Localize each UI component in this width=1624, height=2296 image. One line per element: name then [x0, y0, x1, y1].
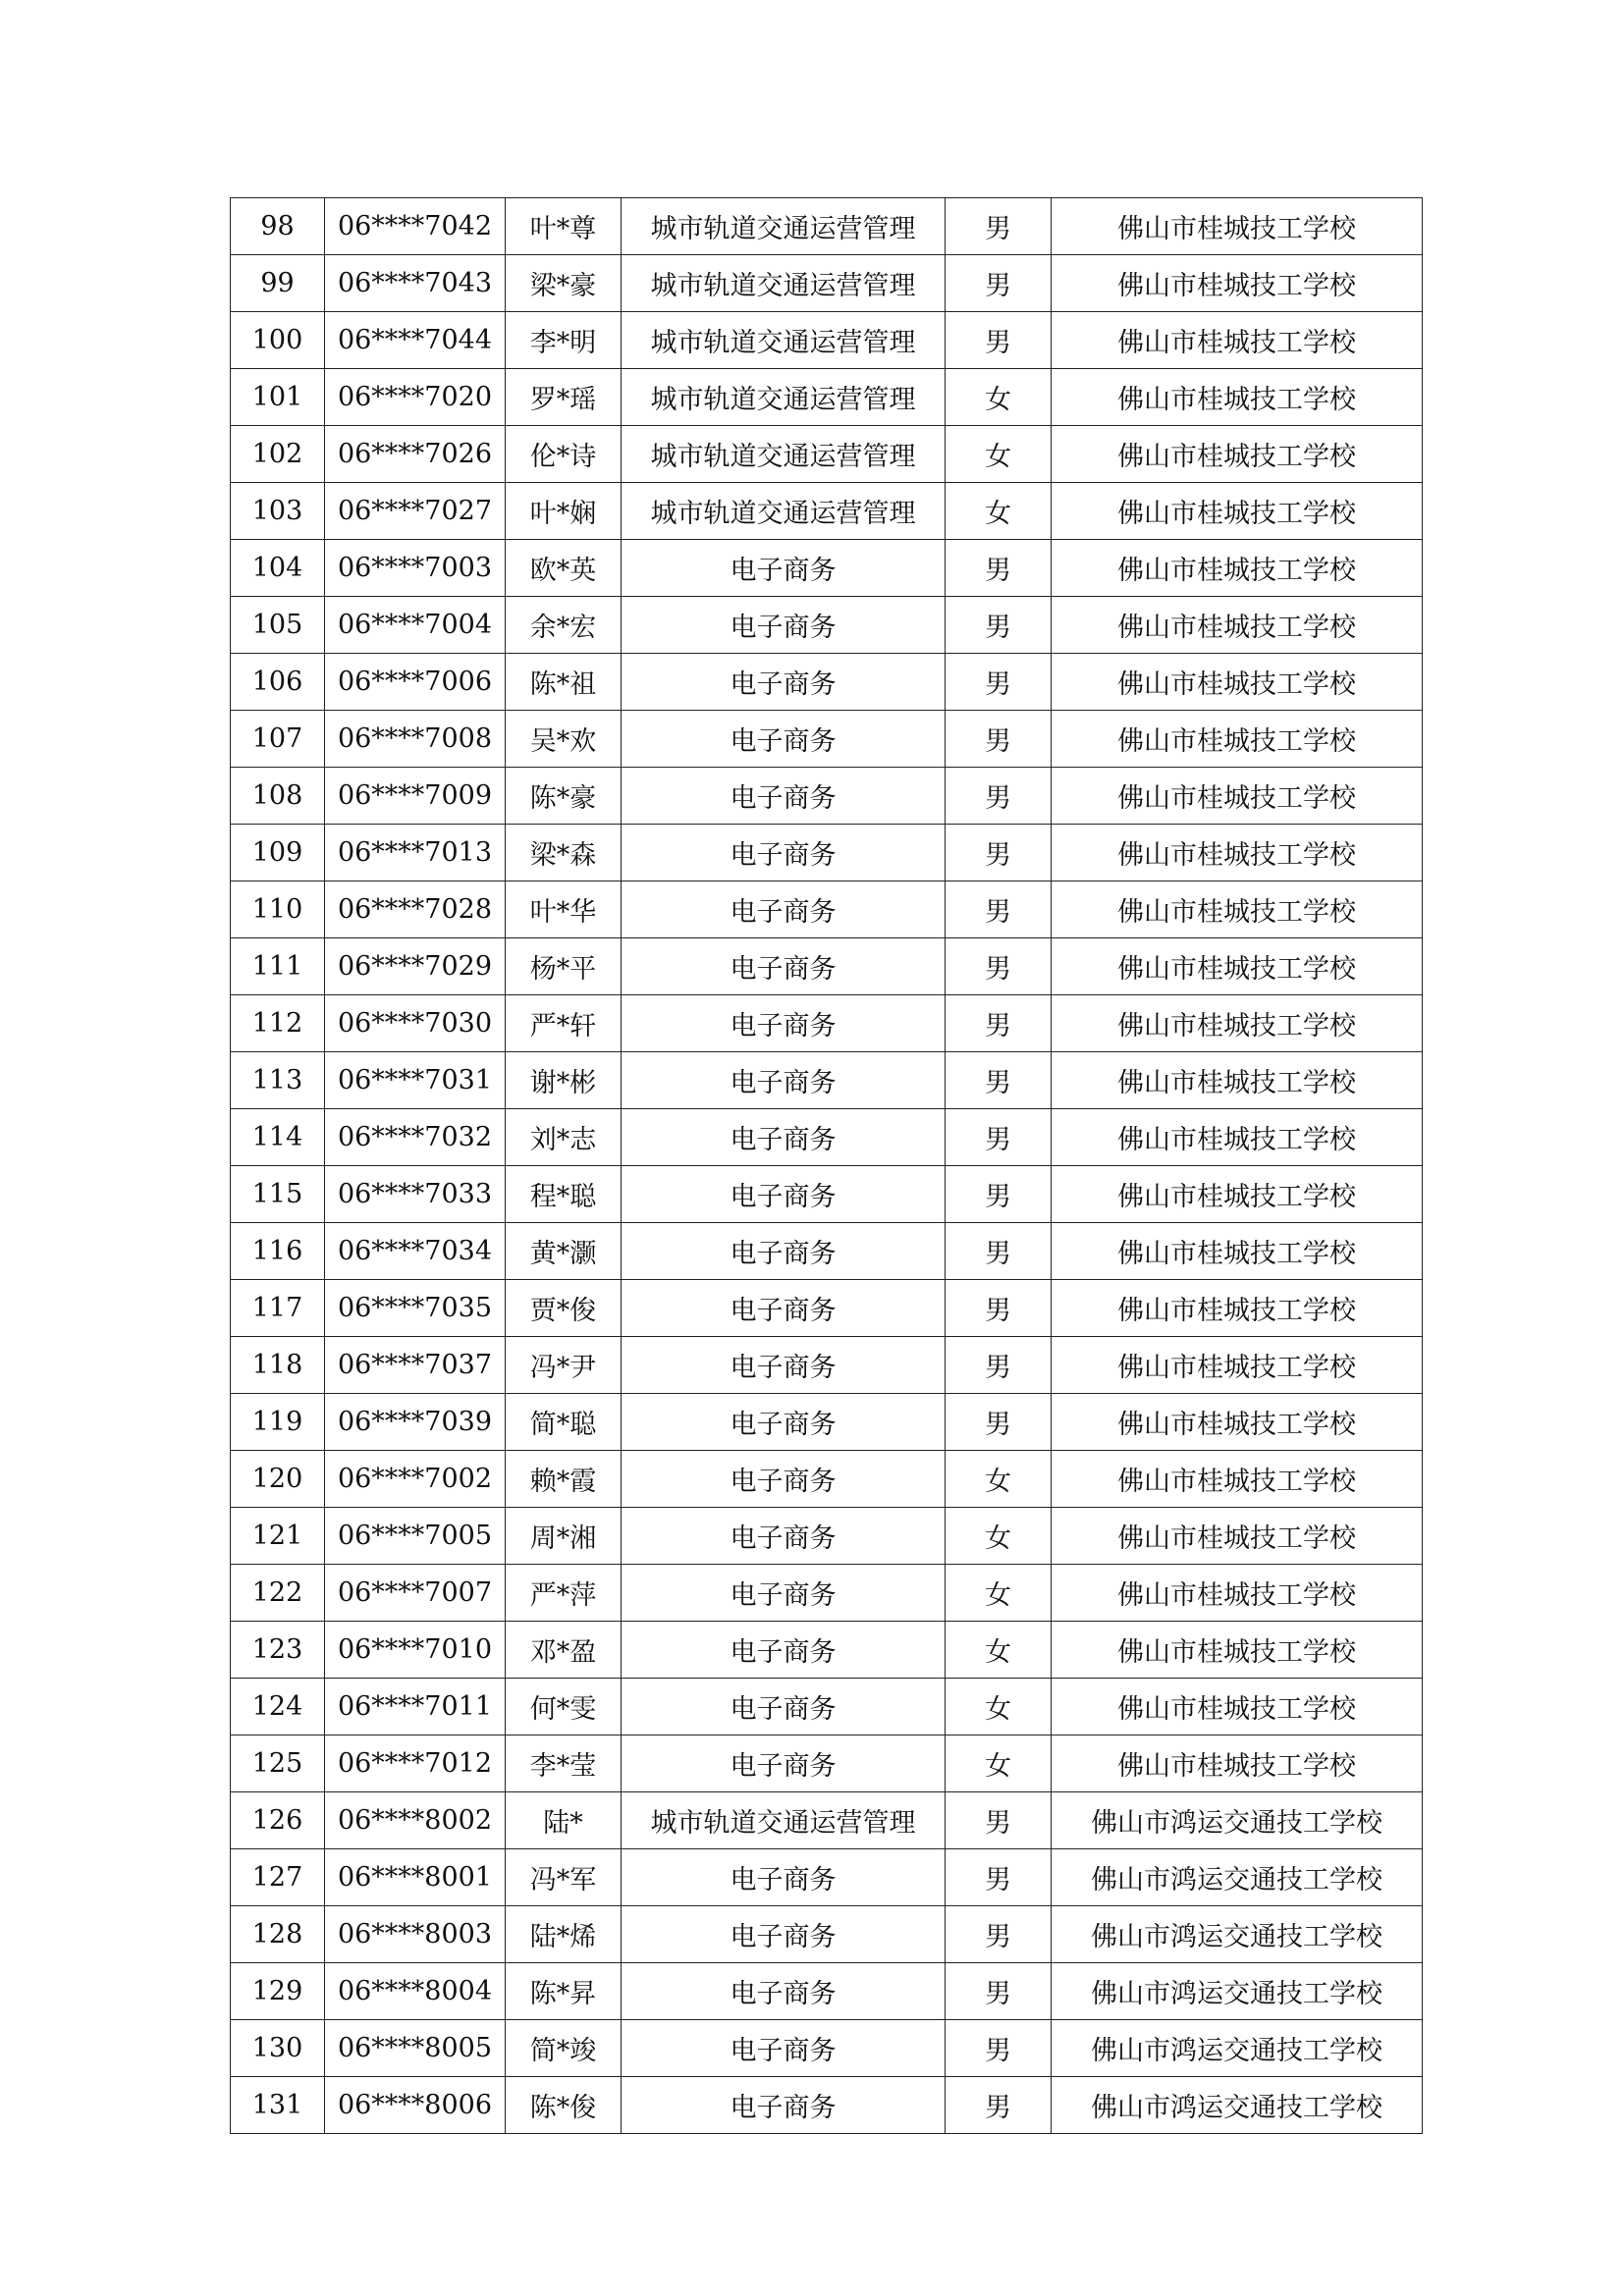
- major-cell: 电子商务: [622, 1963, 946, 2020]
- gender-cell: 男: [946, 1223, 1052, 1280]
- exam-id-cell: 06****7009: [325, 768, 506, 825]
- exam-id-cell: 06****7010: [325, 1622, 506, 1679]
- exam-id-cell: 06****7042: [325, 198, 506, 255]
- gender-cell: 女: [946, 1565, 1052, 1622]
- school-name-cell: 佛山市桂城技工学校: [1052, 483, 1423, 540]
- school-name-cell: 佛山市桂城技工学校: [1052, 995, 1423, 1052]
- row-number-cell: 111: [231, 938, 325, 995]
- exam-id-cell: 06****7043: [325, 255, 506, 312]
- major-cell: 电子商务: [622, 1451, 946, 1508]
- row-number-cell: 114: [231, 1109, 325, 1166]
- school-name-cell: 佛山市桂城技工学校: [1052, 540, 1423, 597]
- gender-cell: 男: [946, 938, 1052, 995]
- school-name-cell: 佛山市桂城技工学校: [1052, 1337, 1423, 1394]
- exam-id-cell: 06****7003: [325, 540, 506, 597]
- gender-cell: 女: [946, 369, 1052, 426]
- table-row: [231, 198, 1423, 255]
- exam-id-cell: 06****7011: [325, 1679, 506, 1735]
- exam-id-cell: 06****8003: [325, 1906, 506, 1963]
- major-cell: 电子商务: [622, 597, 946, 654]
- gender-cell: 女: [946, 426, 1052, 483]
- gender-cell: 女: [946, 1451, 1052, 1508]
- row-number-cell: 102: [231, 426, 325, 483]
- student-name-cell: 冯*军: [506, 1849, 622, 1906]
- row-number-cell: 105: [231, 597, 325, 654]
- exam-id-cell: 06****7039: [325, 1394, 506, 1451]
- exam-id-cell: 06****7008: [325, 711, 506, 768]
- table-row: [231, 483, 1423, 540]
- row-number-cell: 121: [231, 1508, 325, 1565]
- major-cell: 电子商务: [622, 1735, 946, 1792]
- row-number-cell: 106: [231, 654, 325, 711]
- student-name-cell: 陈*昇: [506, 1963, 622, 2020]
- row-number-cell: 107: [231, 711, 325, 768]
- gender-cell: 女: [946, 1508, 1052, 1565]
- gender-cell: 女: [946, 483, 1052, 540]
- exam-id-cell: 06****8004: [325, 1963, 506, 2020]
- student-name-cell: 陈*豪: [506, 768, 622, 825]
- school-name-cell: 佛山市桂城技工学校: [1052, 654, 1423, 711]
- school-name-cell: 佛山市鸿运交通技工学校: [1052, 2020, 1423, 2077]
- row-number-cell: 119: [231, 1394, 325, 1451]
- school-name-cell: 佛山市鸿运交通技工学校: [1052, 2077, 1423, 2134]
- major-cell: 电子商务: [622, 654, 946, 711]
- major-cell: 电子商务: [622, 1052, 946, 1109]
- gender-cell: 男: [946, 540, 1052, 597]
- exam-id-cell: 06****7013: [325, 825, 506, 881]
- student-name-cell: 叶*华: [506, 881, 622, 938]
- gender-cell: 男: [946, 1337, 1052, 1394]
- gender-cell: 女: [946, 1622, 1052, 1679]
- student-name-cell: 何*雯: [506, 1679, 622, 1735]
- major-cell: 电子商务: [622, 711, 946, 768]
- exam-id-cell: 06****7031: [325, 1052, 506, 1109]
- exam-id-cell: 06****7002: [325, 1451, 506, 1508]
- row-number-cell: 100: [231, 312, 325, 369]
- exam-id-cell: 06****8006: [325, 2077, 506, 2134]
- gender-cell: 男: [946, 1792, 1052, 1849]
- exam-id-cell: 06****7027: [325, 483, 506, 540]
- gender-cell: 女: [946, 1735, 1052, 1792]
- row-number-cell: 99: [231, 255, 325, 312]
- row-number-cell: 126: [231, 1792, 325, 1849]
- gender-cell: 男: [946, 597, 1052, 654]
- school-name-cell: 佛山市桂城技工学校: [1052, 825, 1423, 881]
- student-name-cell: 叶*娴: [506, 483, 622, 540]
- student-name-cell: 余*宏: [506, 597, 622, 654]
- student-name-cell: 严*萍: [506, 1565, 622, 1622]
- exam-id-cell: 06****8005: [325, 2020, 506, 2077]
- major-cell: 城市轨道交通运营管理: [622, 198, 946, 255]
- student-name-cell: 黄*灏: [506, 1223, 622, 1280]
- gender-cell: 男: [946, 1906, 1052, 1963]
- major-cell: 电子商务: [622, 1280, 946, 1337]
- student-name-cell: 赖*霞: [506, 1451, 622, 1508]
- table-row: [231, 426, 1423, 483]
- major-cell: 电子商务: [622, 1849, 946, 1906]
- table-row: [231, 1451, 1423, 1508]
- exam-id-cell: 06****7044: [325, 312, 506, 369]
- row-number-cell: 122: [231, 1565, 325, 1622]
- major-cell: 城市轨道交通运营管理: [622, 1792, 946, 1849]
- school-name-cell: 佛山市桂城技工学校: [1052, 597, 1423, 654]
- table-row: [231, 711, 1423, 768]
- student-name-cell: 陈*俊: [506, 2077, 622, 2134]
- school-name-cell: 佛山市桂城技工学校: [1052, 1109, 1423, 1166]
- row-number-cell: 125: [231, 1735, 325, 1792]
- table-row: [231, 1109, 1423, 1166]
- major-cell: 电子商务: [622, 2077, 946, 2134]
- row-number-cell: 103: [231, 483, 325, 540]
- exam-id-cell: 06****7006: [325, 654, 506, 711]
- major-cell: 城市轨道交通运营管理: [622, 426, 946, 483]
- student-name-cell: 程*聪: [506, 1166, 622, 1223]
- school-name-cell: 佛山市桂城技工学校: [1052, 1508, 1423, 1565]
- student-name-cell: 邓*盈: [506, 1622, 622, 1679]
- major-cell: 电子商务: [622, 2020, 946, 2077]
- table-row: [231, 1679, 1423, 1735]
- major-cell: 电子商务: [622, 1906, 946, 1963]
- major-cell: 城市轨道交通运营管理: [622, 369, 946, 426]
- gender-cell: 男: [946, 255, 1052, 312]
- major-cell: 城市轨道交通运营管理: [622, 483, 946, 540]
- row-number-cell: 127: [231, 1849, 325, 1906]
- exam-id-cell: 06****8002: [325, 1792, 506, 1849]
- table-row: [231, 881, 1423, 938]
- table-row: [231, 995, 1423, 1052]
- school-name-cell: 佛山市桂城技工学校: [1052, 426, 1423, 483]
- gender-cell: 女: [946, 1679, 1052, 1735]
- student-name-cell: 伦*诗: [506, 426, 622, 483]
- school-name-cell: 佛山市桂城技工学校: [1052, 1679, 1423, 1735]
- table-row: [231, 540, 1423, 597]
- student-name-cell: 陆*烯: [506, 1906, 622, 1963]
- table-row: [231, 1280, 1423, 1337]
- table-row: [231, 768, 1423, 825]
- table-row: [231, 1963, 1423, 2020]
- school-name-cell: 佛山市桂城技工学校: [1052, 1223, 1423, 1280]
- school-name-cell: 佛山市鸿运交通技工学校: [1052, 1849, 1423, 1906]
- gender-cell: 男: [946, 995, 1052, 1052]
- major-cell: 电子商务: [622, 540, 946, 597]
- gender-cell: 男: [946, 2020, 1052, 2077]
- student-name-cell: 贾*俊: [506, 1280, 622, 1337]
- student-name-cell: 冯*尹: [506, 1337, 622, 1394]
- school-name-cell: 佛山市桂城技工学校: [1052, 1166, 1423, 1223]
- row-number-cell: 109: [231, 825, 325, 881]
- major-cell: 电子商务: [622, 1166, 946, 1223]
- school-name-cell: 佛山市鸿运交通技工学校: [1052, 1906, 1423, 1963]
- major-cell: 城市轨道交通运营管理: [622, 312, 946, 369]
- exam-id-cell: 06****7005: [325, 1508, 506, 1565]
- school-name-cell: 佛山市桂城技工学校: [1052, 255, 1423, 312]
- row-number-cell: 117: [231, 1280, 325, 1337]
- gender-cell: 男: [946, 711, 1052, 768]
- exam-id-cell: 06****7033: [325, 1166, 506, 1223]
- exam-id-cell: 06****7037: [325, 1337, 506, 1394]
- major-cell: 电子商务: [622, 825, 946, 881]
- table-row: [231, 1849, 1423, 1906]
- row-number-cell: 98: [231, 198, 325, 255]
- student-name-cell: 谢*彬: [506, 1052, 622, 1109]
- gender-cell: 男: [946, 198, 1052, 255]
- major-cell: 电子商务: [622, 1394, 946, 1451]
- school-name-cell: 佛山市桂城技工学校: [1052, 881, 1423, 938]
- major-cell: 电子商务: [622, 938, 946, 995]
- major-cell: 电子商务: [622, 1223, 946, 1280]
- exam-id-cell: 06****7007: [325, 1565, 506, 1622]
- row-number-cell: 110: [231, 881, 325, 938]
- school-name-cell: 佛山市鸿运交通技工学校: [1052, 1963, 1423, 2020]
- row-number-cell: 108: [231, 768, 325, 825]
- major-cell: 电子商务: [622, 1679, 946, 1735]
- table-row: [231, 1052, 1423, 1109]
- row-number-cell: 118: [231, 1337, 325, 1394]
- table-row: [231, 597, 1423, 654]
- roster-body: [231, 198, 1423, 2134]
- exam-id-cell: 06****7028: [325, 881, 506, 938]
- school-name-cell: 佛山市桂城技工学校: [1052, 711, 1423, 768]
- student-name-cell: 杨*平: [506, 938, 622, 995]
- major-cell: 电子商务: [622, 768, 946, 825]
- major-cell: 电子商务: [622, 1565, 946, 1622]
- school-name-cell: 佛山市桂城技工学校: [1052, 198, 1423, 255]
- student-name-cell: 叶*尊: [506, 198, 622, 255]
- major-cell: 电子商务: [622, 1508, 946, 1565]
- gender-cell: 男: [946, 2077, 1052, 2134]
- student-name-cell: 周*湘: [506, 1508, 622, 1565]
- student-name-cell: 陈*祖: [506, 654, 622, 711]
- school-name-cell: 佛山市桂城技工学校: [1052, 1280, 1423, 1337]
- student-name-cell: 陆*: [506, 1792, 622, 1849]
- row-number-cell: 112: [231, 995, 325, 1052]
- student-name-cell: 梁*豪: [506, 255, 622, 312]
- exam-id-cell: 06****7032: [325, 1109, 506, 1166]
- table-row: [231, 654, 1423, 711]
- major-cell: 电子商务: [622, 1622, 946, 1679]
- gender-cell: 男: [946, 1109, 1052, 1166]
- row-number-cell: 101: [231, 369, 325, 426]
- student-name-cell: 罗*瑶: [506, 369, 622, 426]
- exam-id-cell: 06****7004: [325, 597, 506, 654]
- table-row: [231, 938, 1423, 995]
- row-number-cell: 115: [231, 1166, 325, 1223]
- major-cell: 城市轨道交通运营管理: [622, 255, 946, 312]
- student-name-cell: 欧*英: [506, 540, 622, 597]
- table-row: [231, 1906, 1423, 1963]
- exam-id-cell: 06****7034: [325, 1223, 506, 1280]
- major-cell: 电子商务: [622, 995, 946, 1052]
- gender-cell: 男: [946, 825, 1052, 881]
- school-name-cell: 佛山市桂城技工学校: [1052, 1451, 1423, 1508]
- row-number-cell: 130: [231, 2020, 325, 2077]
- student-name-cell: 李*明: [506, 312, 622, 369]
- table-row: [231, 2020, 1423, 2077]
- row-number-cell: 129: [231, 1963, 325, 2020]
- table-row: [231, 1792, 1423, 1849]
- student-roster-table: [230, 197, 1423, 2134]
- school-name-cell: 佛山市桂城技工学校: [1052, 1565, 1423, 1622]
- table-row: [231, 1622, 1423, 1679]
- gender-cell: 男: [946, 1963, 1052, 2020]
- school-name-cell: 佛山市桂城技工学校: [1052, 1735, 1423, 1792]
- school-name-cell: 佛山市桂城技工学校: [1052, 768, 1423, 825]
- table-row: [231, 312, 1423, 369]
- table-row: [231, 1223, 1423, 1280]
- exam-id-cell: 06****7012: [325, 1735, 506, 1792]
- row-number-cell: 116: [231, 1223, 325, 1280]
- student-name-cell: 严*轩: [506, 995, 622, 1052]
- table-row: [231, 1166, 1423, 1223]
- school-name-cell: 佛山市桂城技工学校: [1052, 312, 1423, 369]
- student-name-cell: 李*莹: [506, 1735, 622, 1792]
- gender-cell: 男: [946, 1166, 1052, 1223]
- row-number-cell: 120: [231, 1451, 325, 1508]
- row-number-cell: 123: [231, 1622, 325, 1679]
- student-name-cell: 简*竣: [506, 2020, 622, 2077]
- table-row: [231, 2077, 1423, 2134]
- exam-id-cell: 06****7026: [325, 426, 506, 483]
- major-cell: 电子商务: [622, 881, 946, 938]
- row-number-cell: 131: [231, 2077, 325, 2134]
- row-number-cell: 104: [231, 540, 325, 597]
- major-cell: 电子商务: [622, 1109, 946, 1166]
- school-name-cell: 佛山市桂城技工学校: [1052, 369, 1423, 426]
- table-row: [231, 255, 1423, 312]
- exam-id-cell: 06****8001: [325, 1849, 506, 1906]
- exam-id-cell: 06****7029: [325, 938, 506, 995]
- student-name-cell: 吴*欢: [506, 711, 622, 768]
- gender-cell: 男: [946, 1280, 1052, 1337]
- table-row: [231, 1565, 1423, 1622]
- student-name-cell: 简*聪: [506, 1394, 622, 1451]
- table-row: [231, 825, 1423, 881]
- gender-cell: 男: [946, 768, 1052, 825]
- table-row: [231, 1735, 1423, 1792]
- table-row: [231, 1394, 1423, 1451]
- school-name-cell: 佛山市桂城技工学校: [1052, 1394, 1423, 1451]
- student-name-cell: 刘*志: [506, 1109, 622, 1166]
- row-number-cell: 124: [231, 1679, 325, 1735]
- major-cell: 电子商务: [622, 1337, 946, 1394]
- school-name-cell: 佛山市鸿运交通技工学校: [1052, 1792, 1423, 1849]
- exam-id-cell: 06****7030: [325, 995, 506, 1052]
- table-row: [231, 1508, 1423, 1565]
- table-row: [231, 369, 1423, 426]
- school-name-cell: 佛山市桂城技工学校: [1052, 938, 1423, 995]
- gender-cell: 男: [946, 654, 1052, 711]
- exam-id-cell: 06****7035: [325, 1280, 506, 1337]
- student-name-cell: 梁*森: [506, 825, 622, 881]
- school-name-cell: 佛山市桂城技工学校: [1052, 1052, 1423, 1109]
- row-number-cell: 113: [231, 1052, 325, 1109]
- gender-cell: 男: [946, 312, 1052, 369]
- gender-cell: 男: [946, 1052, 1052, 1109]
- gender-cell: 男: [946, 881, 1052, 938]
- row-number-cell: 128: [231, 1906, 325, 1963]
- school-name-cell: 佛山市桂城技工学校: [1052, 1622, 1423, 1679]
- exam-id-cell: 06****7020: [325, 369, 506, 426]
- table-row: [231, 1337, 1423, 1394]
- gender-cell: 男: [946, 1394, 1052, 1451]
- gender-cell: 男: [946, 1849, 1052, 1906]
